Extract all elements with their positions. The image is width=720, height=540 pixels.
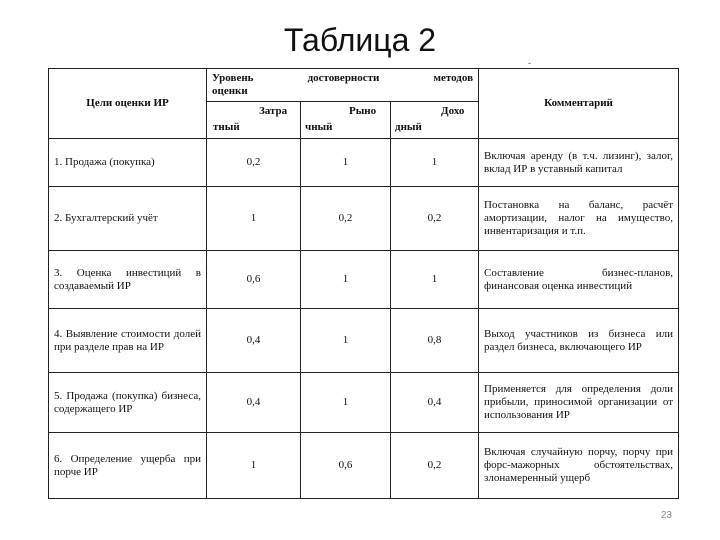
- page-number: 23: [660, 510, 672, 521]
- header-level: [207, 69, 479, 102]
- header-goal: Цели оценки ИР: [49, 69, 207, 139]
- comment-cell: Выход участников из бизнеса или раздел бизнеса, включающего ИР: [479, 309, 679, 373]
- market-cell: 1: [301, 309, 391, 373]
- header-level-word-4: оценки: [212, 85, 248, 97]
- header-level-word-1: Уровень: [212, 72, 254, 84]
- cost-cell: 1: [207, 433, 301, 499]
- header-level-word-2: достоверности: [307, 72, 380, 84]
- goal-cell: 6. Определение ущерба при порче ИР: [49, 433, 207, 499]
- header-cost-top: Затра: [259, 105, 288, 117]
- income-cell: 1: [391, 251, 479, 309]
- income-cell: 1: [391, 139, 479, 187]
- goal-cell: 2. Бухгалтерский учёт: [49, 187, 207, 251]
- header-cost: [207, 102, 301, 139]
- dash-mark: -: [528, 58, 531, 68]
- income-cell: 0,4: [391, 373, 479, 433]
- cost-cell: 0,4: [207, 373, 301, 433]
- slide-title: Таблица 2: [283, 22, 437, 58]
- market-cell: 1: [301, 373, 391, 433]
- header-market: [301, 102, 391, 139]
- comment-cell: Постановка на баланс, расчёт амортизации, налог на имущество, инвентаризация и т.п.: [479, 187, 679, 251]
- table-row: [49, 433, 679, 499]
- cost-cell: 0,2: [207, 139, 301, 187]
- market-cell: 0,6: [301, 433, 391, 499]
- table-row: [49, 251, 679, 309]
- header-cost-bottom: тный: [213, 121, 240, 133]
- header-income-bottom: дный: [395, 121, 422, 133]
- market-cell: 1: [301, 139, 391, 187]
- goal-cell: 1. Продажа (покупка): [49, 139, 207, 187]
- goal-cell: 3. Оценка инвестиций в создаваемый ИР: [49, 251, 207, 309]
- table-row: [49, 309, 679, 373]
- income-cell: 0,2: [391, 187, 479, 251]
- cost-cell: 0,6: [207, 251, 301, 309]
- table-row: [49, 139, 679, 187]
- table-row: [49, 187, 679, 251]
- comment-cell: Применяется для определения доли прибыли, приносимой организации от использования ИР: [479, 373, 679, 433]
- header-income-top: Дохо: [441, 105, 465, 117]
- goal-cell: 4. Выявление стоимости долей при разделе прав на ИР: [49, 309, 207, 373]
- header-market-bottom: чный: [305, 121, 333, 133]
- table-row: [49, 373, 679, 433]
- header-comment: Комментарий: [479, 69, 679, 139]
- market-cell: 0,2: [301, 187, 391, 251]
- comment-cell: Включая аренду (в т.ч. лизинг), залог, вклад ИР в уставный капитал: [479, 139, 679, 187]
- income-cell: 0,2: [391, 433, 479, 499]
- header-level-word-3: методов: [433, 72, 474, 84]
- cost-cell: 0,4: [207, 309, 301, 373]
- cost-cell: 1: [207, 187, 301, 251]
- goal-cell: 5. Продажа (покупка) бизнеса, содержащего ИР: [49, 373, 207, 433]
- evaluation-table: [48, 68, 679, 499]
- market-cell: 1: [301, 251, 391, 309]
- header-income: [391, 102, 479, 139]
- header-market-top: Рыно: [349, 105, 377, 117]
- income-cell: 0,8: [391, 309, 479, 373]
- comment-cell: Включая случайную порчу, порчу при форс-мажорных обстоятельствах, злонамеренный ущерб: [479, 433, 679, 499]
- comment-cell: Составление бизнес-планов, финансовая оценка инвестиций: [479, 251, 679, 309]
